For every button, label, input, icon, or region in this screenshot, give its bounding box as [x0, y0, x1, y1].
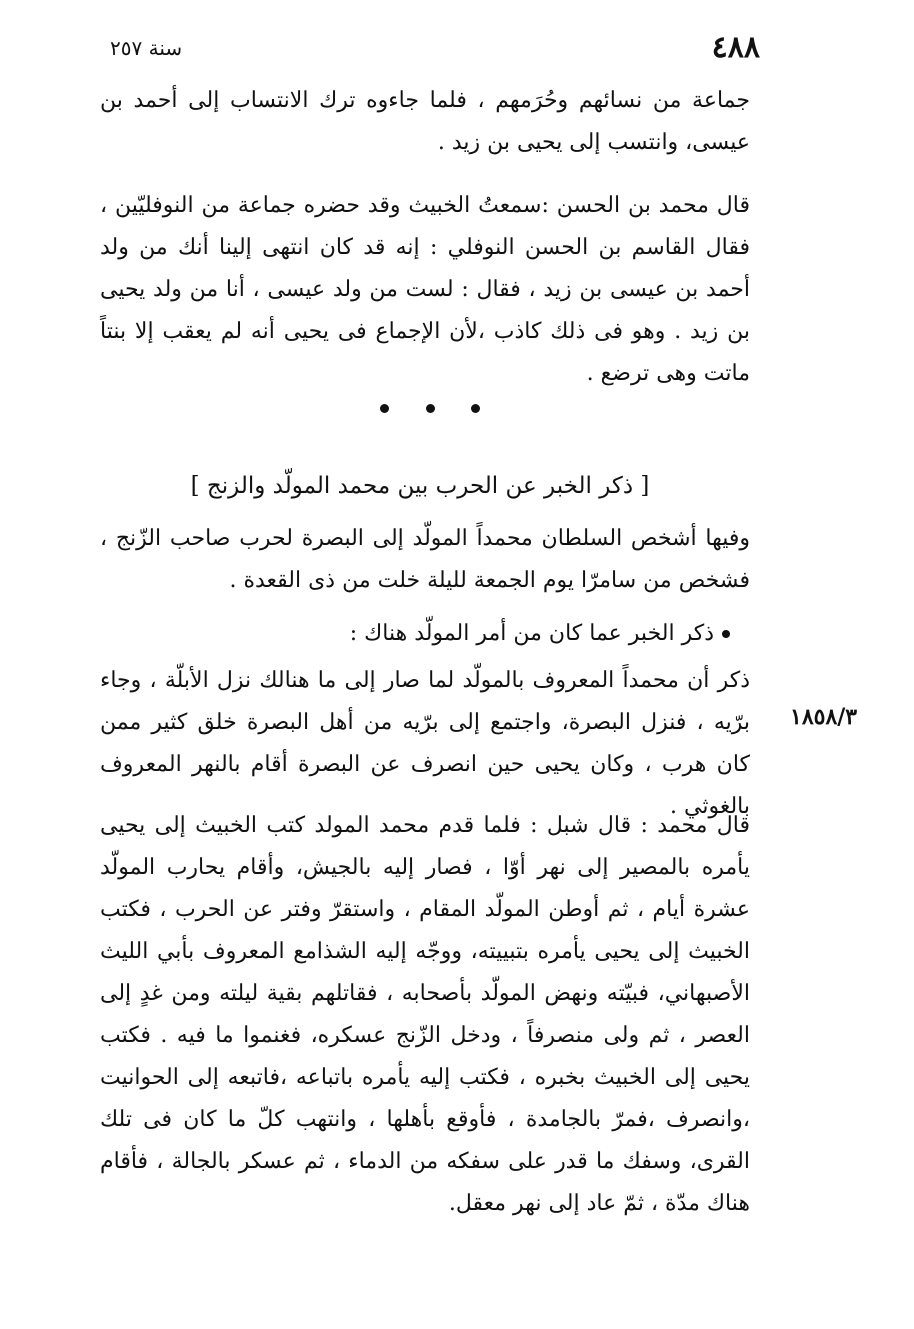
separator-dot — [426, 404, 435, 413]
paragraph-5 — [100, 805, 750, 1225]
bullet-icon — [722, 630, 730, 638]
paragraph-text: وفيها أشخص السلطان محمداً المولّد إلى البصرة لحرب صاحب الزّنج ، فشخص من سامرّا يوم الجمعة لليلة خلت من ذى القعدة . — [100, 526, 750, 593]
section-separator — [380, 404, 480, 413]
separator-dot — [471, 404, 480, 413]
page-number: ٤٨٨ — [711, 30, 760, 65]
paragraph-text: جماعة من نسائهم وحُرَمهم ، فلما جاءوه ترك الانتساب إلى أحمد بن عيسى، وانتسب إلى يحيى بن زيد . — [100, 88, 750, 155]
paragraph-2 — [100, 185, 750, 395]
subheading — [340, 614, 730, 654]
margin-reference: ١٨٥٨/٣ — [790, 704, 858, 730]
subheading-text: ذكر الخبر عما كان من أمر المولّد هناك : — [349, 621, 714, 646]
paragraph-text: قال محمد : قال شبل : فلما قدم محمد المولد كتب الخبيث إلى يحيى يأمره بالمصير إلى نهر أوّا ، فصار إليه بالجيش، وأقام يحارب المولّد عشرة أيام ، ثم أوطن المولّد المقام ، واستقرّ وفتر عن الحرب ، فكتب الخبيث إلى يحيى يأمره بتبييته، ووجّه إليه الشذامع المعروف بأبي الليث الأصبهاني، فبيّته ونهض المولّد بأصحابه ، فقاتلهم بقية ليلته ومن غدٍ إلى العصر ، ثم ولى منصرفاً ، ودخل الزّنج عسكره، فغنموا ما فيه . فكتب يحيى إلى الخبيث بخبره ، فكتب إليه يأمره باتباعه ،فاتبعه إلى الحوانيت ،وانصرف ،فمرّ بالجامدة ، فأوقع بأهلها ، وانتهب كلّ ما كان فى تلك القرى، وسفك ما قدر على سفكه من الدماء ، ثم عسكر بالجالة ، فأقام هناك مدّة ، ثمّ عاد إلى نهر معقل. — [100, 813, 750, 1216]
paragraph-3 — [100, 518, 750, 602]
paragraph-text: قال محمد بن الحسن :سمعتُ الخبيث وقد حضره جماعة من النوفليّين ، فقال القاسم بن الحسن النوفلي : إنه قد كان انتهى إلينا أنك من ولد أحمد بن عيسى بن زيد ، فقال : لست من ولد عيسى ، أنا من ولد يحيى بن زيد . وهو فى ذلك كاذب ،لأن الإجماع فى يحيى أنه لم يعقب إلا بنتاً ماتت وهى ترضع . — [100, 193, 750, 386]
separator-dot — [380, 404, 389, 413]
page-header — [110, 30, 760, 70]
paragraph-1 — [100, 80, 750, 164]
section-heading: [ ذكر الخبر عن الحرب بين محمد المولّد والزنج ] — [190, 473, 650, 499]
paragraph-4 — [100, 660, 750, 828]
year-label: سنة ٢٥٧ — [110, 36, 183, 60]
paragraph-text: ذكر أن محمداً المعروف بالمولّد لما صار إلى ما هنالك نزل الأبلّة ، وجاء برّيه ، فنزل البصرة، واجتمع إلى برّيه من أهل البصرة خلق كثير ممن كان هرب ، وكان يحيى حين انصرف عن البصرة أقام بالنهر المعروف بالغوثي . — [100, 668, 750, 819]
